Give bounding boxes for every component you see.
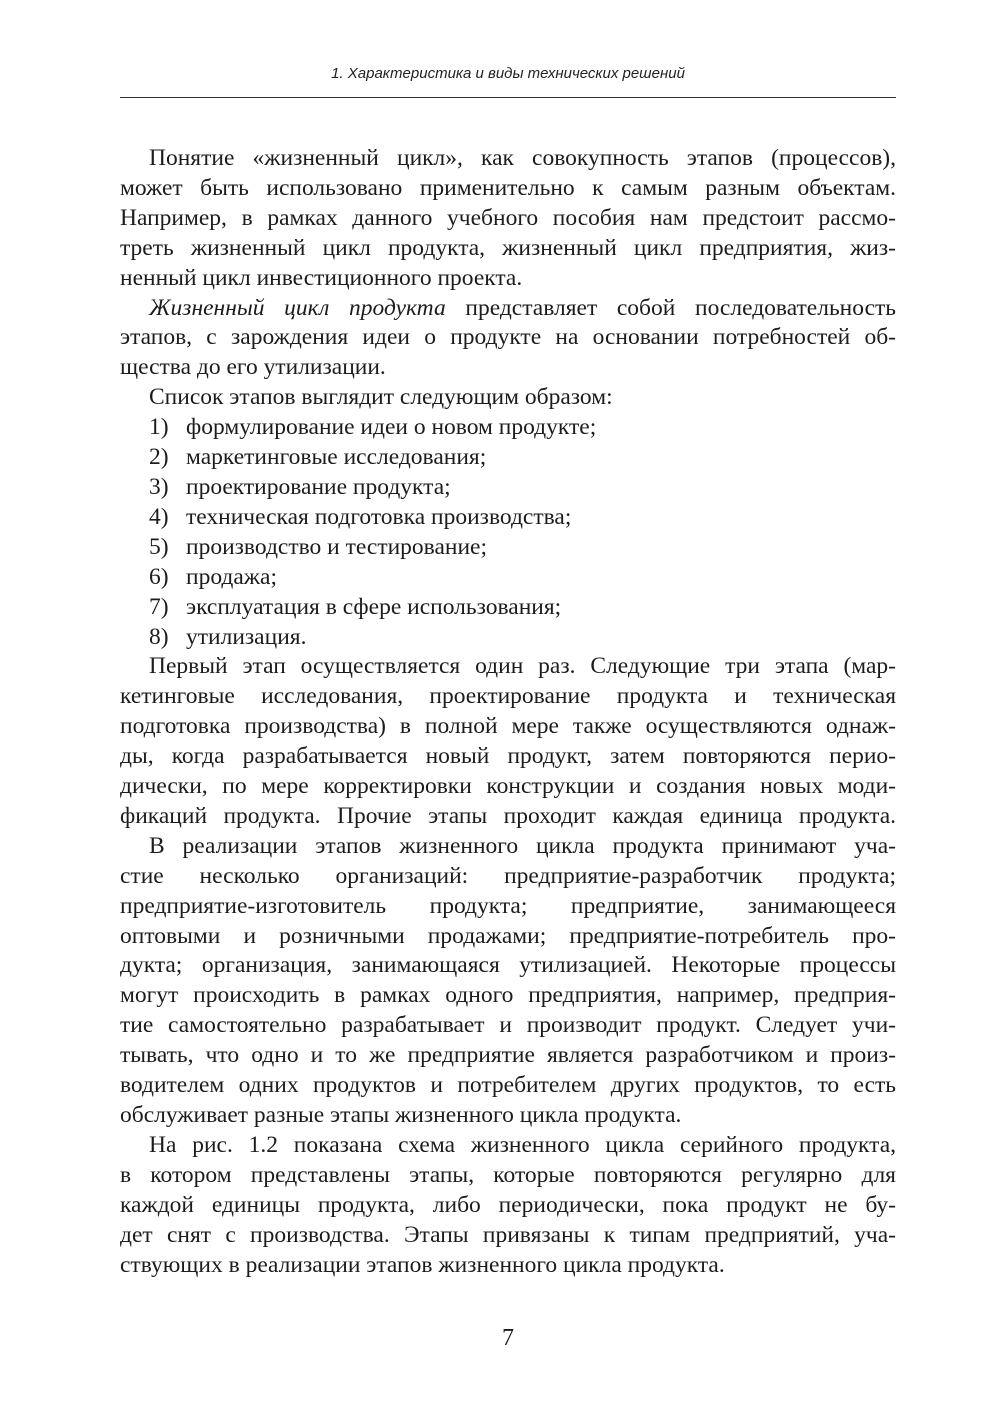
text-line: могут происходить в рамках одного предприятия, например, предприя- <box>120 982 896 1009</box>
text-line: в котором представлены этапы, которые повторяются регулярно для <box>120 1161 896 1188</box>
text-fragment: представляет собой последовательность <box>445 294 896 321</box>
paragraph-lifecycle-concept <box>120 144 896 294</box>
list-number: 8) <box>149 623 169 650</box>
text-line: щества до его утилизации. <box>120 354 386 381</box>
text-line: ствующих в реализации этапов жизненного цикла продукта. <box>120 1251 725 1278</box>
paragraph-first-stage <box>120 652 896 831</box>
text-line: дически, по мере корректировки конструкции и создания новых моди- <box>120 773 896 800</box>
list-number: 4) <box>149 503 169 530</box>
list-item <box>120 443 896 473</box>
list-item-text: формулирование идеи о новом продукте; <box>186 414 597 441</box>
list-item-text: утилизация. <box>186 623 307 650</box>
text-line: треть жизненный цикл продукта, жизненный цикл предприятия, жиз- <box>120 234 896 261</box>
text-line: Первый этап осуществляется один раз. Следующие три этапа (мар- <box>149 653 896 680</box>
text-line: дукта; организация, занимающаяся утилизацией. Некоторые процессы <box>120 952 896 979</box>
text-line: может быть использовано применительно к самым разным объектам. <box>120 174 896 201</box>
text-line: каждой единицы продукта, либо периодически, пока продукт не бу- <box>120 1191 896 1218</box>
list-item-text: эксплуатация в сфере использования; <box>186 593 562 620</box>
list-item-text: продажа; <box>186 563 277 590</box>
paragraph-product-lifecycle <box>120 294 896 384</box>
text-line: кетинговые исследования, проектирование продукта и техническая <box>120 683 896 710</box>
text-line: дет снят с производства. Этапы привязаны к типам предприятий, уча- <box>120 1221 896 1248</box>
list-number: 6) <box>149 563 169 590</box>
running-header: 1. Характеристика и виды технических решений <box>331 65 685 82</box>
text-line: фикаций продукта. Прочие этапы проходит каждая единица продукта. <box>120 802 896 829</box>
text-line: Понятие «жизненный цикл», как совокупность этапов (процессов), <box>149 145 896 171</box>
list-item <box>120 473 896 503</box>
list-item <box>120 413 896 443</box>
text-line: стие несколько организаций: предприятие-разработчик продукта; <box>120 862 896 889</box>
list-item <box>120 533 896 563</box>
paragraph-figure-reference <box>120 1131 896 1281</box>
list-item <box>120 623 896 653</box>
list-item-text: маркетинговые исследования; <box>186 444 487 471</box>
list-number: 7) <box>149 593 169 620</box>
text-line: подготовка производства) в полной мере также осуществляются однаж- <box>120 713 896 740</box>
paragraph-organizations <box>120 832 896 1131</box>
text-line: тие самостоятельно разрабатывает и производит продукт. Следует учи- <box>120 1012 896 1039</box>
list-item <box>120 593 896 623</box>
text-line: В реализации этапов жизненного цикла продукта принимают уча- <box>149 832 896 859</box>
text-line: ненный цикл инвестиционного проекта. <box>120 264 523 291</box>
text-line: обслуживает разные этапы жизненного цикла продукта. <box>120 1102 682 1128</box>
italic-term: Жизненный цикл продукта <box>149 294 446 321</box>
text-line: тывать, что одно и то же предприятие является разработчиком и произ- <box>120 1042 896 1069</box>
text-line: На рис. 1.2 показана схема жизненного цикла серийного продукта, <box>149 1131 896 1158</box>
list-item-text: проектирование продукта; <box>186 473 451 500</box>
text-line <box>120 294 896 324</box>
text-line: ды, когда разрабатывается новый продукт, затем повторяются перио- <box>120 743 896 770</box>
text-line: Например, в рамках данного учебного пособия нам предстоит рассмо- <box>120 204 896 231</box>
body-text <box>120 144 896 1280</box>
text-line: водителем одних продуктов и потребителем других продуктов, то есть <box>120 1072 896 1099</box>
list-item <box>120 563 896 593</box>
list-item-text: техническая подготовка производства; <box>186 503 572 530</box>
list-item <box>120 503 896 533</box>
list-number: 5) <box>149 533 169 560</box>
list-number: 2) <box>149 444 169 471</box>
text-line: предприятие-изготовитель продукта; предприятие, занимающееся <box>120 892 896 919</box>
text-line: этапов, с зарождения идеи о продукте на основании потребностей об- <box>120 324 896 351</box>
list-item-text: производство и тестирование; <box>186 533 488 560</box>
list-number: 3) <box>149 473 169 500</box>
list-number: 1) <box>149 414 169 441</box>
text-line: оптовыми и розничными продажами; предприятие-потребитель про- <box>120 922 896 949</box>
stages-list <box>120 413 896 652</box>
header-divider <box>120 97 896 98</box>
list-intro: Список этапов выглядит следующим образом: <box>149 384 613 411</box>
page-number: 7 <box>502 1325 514 1351</box>
